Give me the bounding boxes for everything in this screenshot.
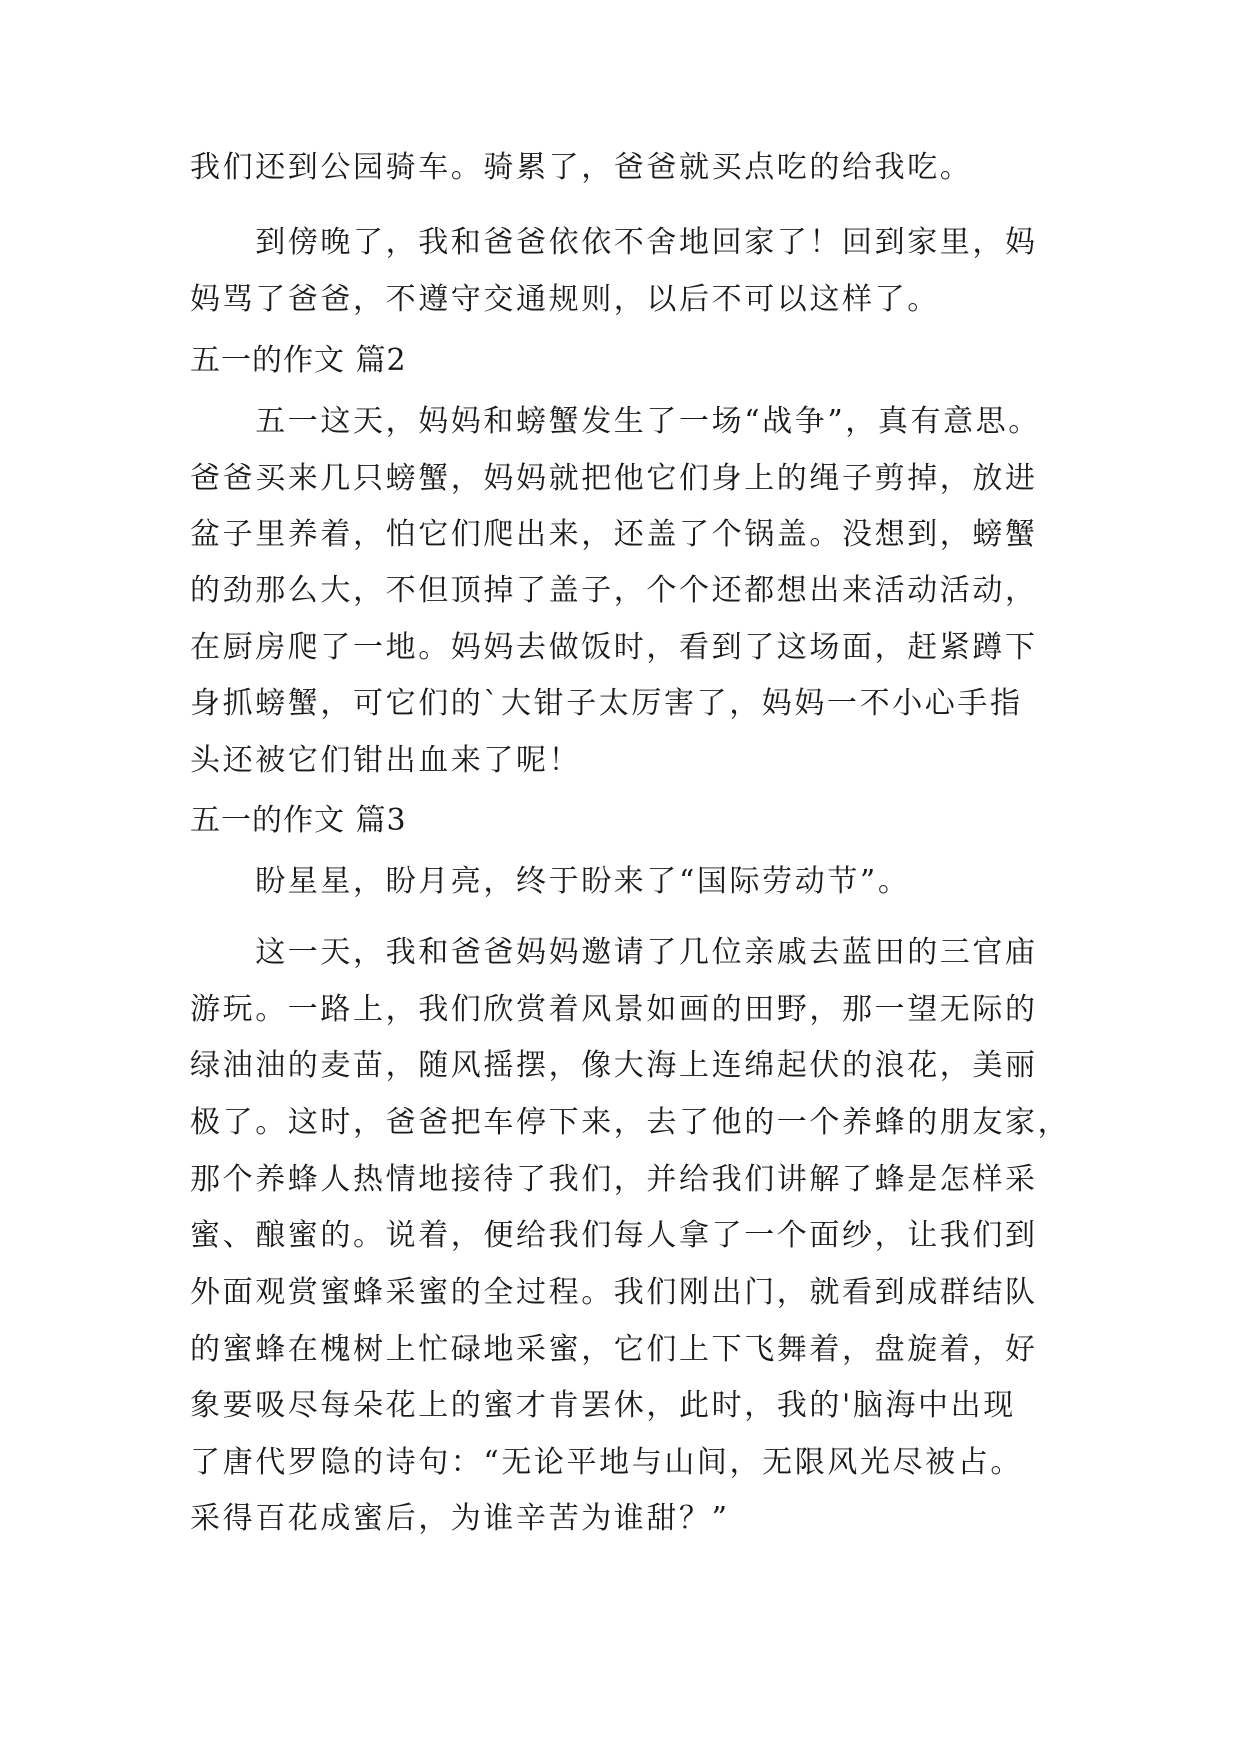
text-line: 绿油油的麦苗，随风摇摆，像大海上连绵起伏的浪花，美丽 [190,1048,1038,1083]
section-heading: 五一的作文 篇2 [190,343,407,378]
text-line: 这一天，我和爸爸妈妈邀请了几位亲戚去蓝田的三官庙 [190,935,1038,970]
section-heading: 五一的作文 篇3 [190,803,407,838]
text-line: 了唐代罗隐的诗句：“无论平地与山间，无限风光尽被占。 [190,1445,1023,1480]
text-line: 五一这天，妈妈和螃蟹发生了一场“战争”，真有意思。 [190,404,1041,439]
text-line: 象要吸尽每朵花上的蜜才肯罢休，此时，我的'脑海中出现 [190,1388,1016,1423]
text-line: 盼星星，盼月亮，终于盼来了“国际劳动节”。 [190,864,911,899]
text-line: 蜜、酿蜜的。说着，便给我们每人拿了一个面纱，让我们到 [190,1218,1038,1253]
text-line: 爸爸买来几只螃蟹，妈妈就把他它们身上的绳子剪掉，放进 [190,461,1038,496]
text-line: 的蜜蜂在槐树上忙碌地采蜜，它们上下飞舞着，盘旋着，好 [190,1332,1038,1367]
text-line: 我们还到公园骑车。骑累了，爸爸就买点吃的给我吃。 [190,150,973,185]
text-line: 到傍晚了，我和爸爸依依不舍地回家了！回到家里，妈 [190,225,1038,260]
text-line: 身抓螃蟹，可它们的`大钳子太厉害了，妈妈一不小心手指 [190,686,1023,721]
text-line: 外面观赏蜜蜂采蜜的全过程。我们刚出门，就看到成群结队 [190,1275,1038,1310]
text-line: 的劲那么大，不但顶掉了盖子，个个还都想出来活动活动， [190,573,1038,608]
text-line: 头还被它们钳出血来了呢！ [190,743,582,778]
text-line: 采得百花成蜜后，为谁辛苦为谁甜？” [190,1501,730,1536]
text-line: 妈骂了爸爸，不遵守交通规则，以后不可以这样了。 [190,282,940,317]
text-line: 极了。这时，爸爸把车停下来，去了他的一个养蜂的朋友家， [190,1105,1071,1140]
text-line: 在厨房爬了一地。妈妈去做饭时，看到了这场面，赶紧蹲下 [190,630,1038,665]
text-line: 游玩。一路上，我们欣赏着风景如画的田野，那一望无际的 [190,992,1038,1027]
text-line: 那个养蜂人热情地接待了我们，并给我们讲解了蜂是怎样采 [190,1162,1038,1197]
text-line: 盆子里养着，怕它们爬出来，还盖了个锅盖。没想到，螃蟹 [190,517,1038,552]
